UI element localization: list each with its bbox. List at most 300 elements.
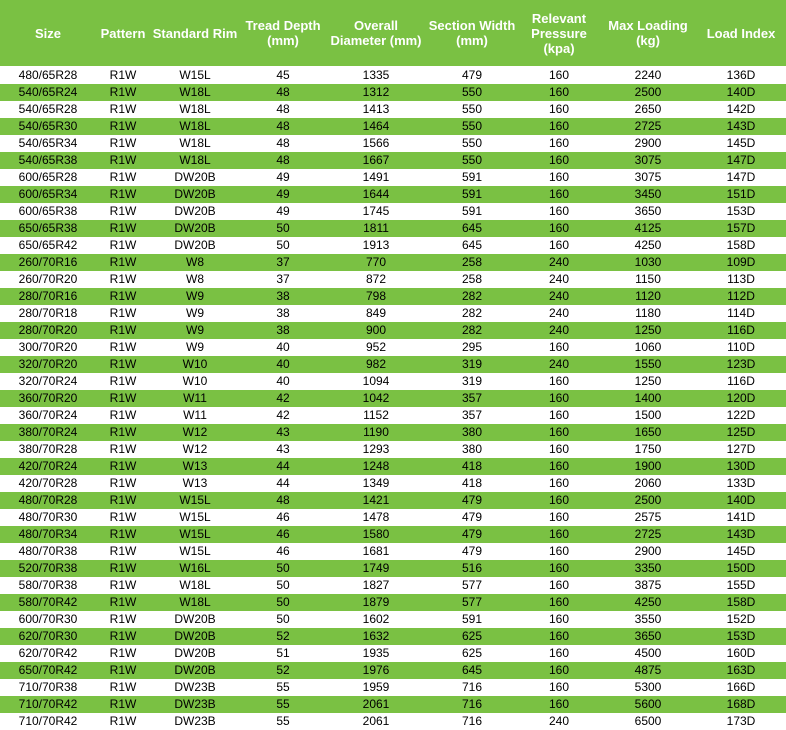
cell-overall-diameter: 1335 [326,67,426,85]
cell-overall-diameter: 1667 [326,152,426,169]
cell-size: 600/65R38 [0,203,96,220]
cell-pattern: R1W [96,237,150,254]
cell-relevant-pressure: 240 [518,271,600,288]
cell-load-index: 151D [696,186,786,203]
cell-overall-diameter: 1959 [326,679,426,696]
cell-size: 650/65R42 [0,237,96,254]
table-row [0,118,786,135]
cell-max-loading: 4125 [600,220,696,237]
cell-overall-diameter: 1749 [326,560,426,577]
cell-size: 710/70R38 [0,679,96,696]
cell-load-index: 127D [696,441,786,458]
cell-standard-rim: W9 [150,339,240,356]
table-row [0,203,786,220]
cell-max-loading: 4250 [600,237,696,254]
cell-load-index: 123D [696,356,786,373]
cell-pattern: R1W [96,492,150,509]
cell-size: 320/70R24 [0,373,96,390]
cell-size: 320/70R20 [0,356,96,373]
cell-max-loading: 1060 [600,339,696,356]
cell-standard-rim: W15L [150,543,240,560]
cell-relevant-pressure: 160 [518,475,600,492]
cell-relevant-pressure: 160 [518,152,600,169]
cell-section-width: 319 [426,356,518,373]
cell-relevant-pressure: 160 [518,169,600,186]
cell-pattern: R1W [96,628,150,645]
cell-size: 480/70R30 [0,509,96,526]
cell-max-loading: 2240 [600,67,696,85]
cell-pattern: R1W [96,594,150,611]
cell-standard-rim: DW20B [150,628,240,645]
cell-standard-rim: DW20B [150,220,240,237]
cell-max-loading: 4500 [600,645,696,662]
cell-section-width: 577 [426,577,518,594]
cell-tread-depth: 49 [240,203,326,220]
cell-standard-rim: W18L [150,577,240,594]
cell-size: 710/70R42 [0,713,96,730]
cell-tread-depth: 48 [240,84,326,101]
table-row [0,169,786,186]
cell-section-width: 625 [426,645,518,662]
cell-section-width: 591 [426,203,518,220]
cell-tread-depth: 48 [240,135,326,152]
cell-section-width: 357 [426,390,518,407]
cell-pattern: R1W [96,169,150,186]
cell-section-width: 645 [426,662,518,679]
cell-section-width: 550 [426,84,518,101]
cell-max-loading: 3075 [600,152,696,169]
header-relevant-pressure: Relevant Pressure (kpa) [518,0,600,67]
cell-load-index: 140D [696,492,786,509]
cell-size: 620/70R30 [0,628,96,645]
table-row [0,407,786,424]
cell-max-loading: 1650 [600,424,696,441]
cell-section-width: 258 [426,254,518,271]
cell-tread-depth: 46 [240,526,326,543]
cell-section-width: 591 [426,611,518,628]
cell-tread-depth: 48 [240,152,326,169]
cell-pattern: R1W [96,713,150,730]
cell-tread-depth: 44 [240,475,326,492]
cell-load-index: 166D [696,679,786,696]
header-row [0,0,786,67]
cell-relevant-pressure: 160 [518,458,600,475]
cell-standard-rim: W18L [150,152,240,169]
table-row [0,441,786,458]
cell-size: 600/65R28 [0,169,96,186]
cell-tread-depth: 50 [240,594,326,611]
table-row [0,526,786,543]
cell-load-index: 112D [696,288,786,305]
table-row [0,611,786,628]
cell-standard-rim: DW20B [150,645,240,662]
cell-load-index: 160D [696,645,786,662]
cell-load-index: 147D [696,152,786,169]
header-pattern: Pattern [96,0,150,67]
cell-pattern: R1W [96,271,150,288]
table-row [0,594,786,611]
cell-standard-rim: W11 [150,390,240,407]
cell-overall-diameter: 1811 [326,220,426,237]
cell-overall-diameter: 1421 [326,492,426,509]
cell-relevant-pressure: 160 [518,220,600,237]
cell-load-index: 145D [696,135,786,152]
cell-tread-depth: 38 [240,305,326,322]
cell-tread-depth: 38 [240,288,326,305]
cell-section-width: 418 [426,475,518,492]
cell-load-index: 110D [696,339,786,356]
cell-tread-depth: 42 [240,390,326,407]
cell-load-index: 168D [696,696,786,713]
cell-relevant-pressure: 160 [518,118,600,135]
cell-section-width: 716 [426,679,518,696]
cell-overall-diameter: 1042 [326,390,426,407]
cell-section-width: 319 [426,373,518,390]
table-row [0,305,786,322]
cell-overall-diameter: 798 [326,288,426,305]
cell-size: 480/70R34 [0,526,96,543]
cell-max-loading: 1250 [600,373,696,390]
cell-load-index: 125D [696,424,786,441]
cell-size: 300/70R20 [0,339,96,356]
cell-pattern: R1W [96,288,150,305]
cell-section-width: 550 [426,118,518,135]
table-body [0,67,786,730]
cell-max-loading: 2900 [600,543,696,560]
cell-relevant-pressure: 160 [518,679,600,696]
table-row [0,152,786,169]
cell-max-loading: 3550 [600,611,696,628]
cell-overall-diameter: 1094 [326,373,426,390]
table-row [0,220,786,237]
cell-pattern: R1W [96,509,150,526]
cell-tread-depth: 49 [240,169,326,186]
cell-size: 360/70R24 [0,407,96,424]
cell-pattern: R1W [96,322,150,339]
cell-pattern: R1W [96,390,150,407]
cell-tread-depth: 51 [240,645,326,662]
cell-size: 520/70R38 [0,560,96,577]
table-row [0,543,786,560]
cell-pattern: R1W [96,101,150,118]
cell-tread-depth: 37 [240,254,326,271]
cell-pattern: R1W [96,186,150,203]
cell-tread-depth: 48 [240,118,326,135]
cell-relevant-pressure: 160 [518,237,600,254]
cell-max-loading: 1120 [600,288,696,305]
cell-overall-diameter: 1644 [326,186,426,203]
cell-size: 380/70R24 [0,424,96,441]
cell-load-index: 145D [696,543,786,560]
cell-overall-diameter: 1580 [326,526,426,543]
cell-load-index: 157D [696,220,786,237]
cell-max-loading: 3350 [600,560,696,577]
cell-section-width: 479 [426,509,518,526]
header-section-width: Section Width (mm) [426,0,518,67]
cell-max-loading: 1030 [600,254,696,271]
cell-size: 380/70R28 [0,441,96,458]
cell-relevant-pressure: 240 [518,356,600,373]
cell-standard-rim: W11 [150,407,240,424]
cell-relevant-pressure: 240 [518,322,600,339]
table-row [0,458,786,475]
cell-standard-rim: W13 [150,475,240,492]
cell-relevant-pressure: 160 [518,135,600,152]
cell-max-loading: 2500 [600,492,696,509]
cell-overall-diameter: 872 [326,271,426,288]
cell-pattern: R1W [96,203,150,220]
cell-relevant-pressure: 160 [518,509,600,526]
cell-pattern: R1W [96,696,150,713]
cell-relevant-pressure: 160 [518,407,600,424]
table-row [0,390,786,407]
cell-standard-rim: W12 [150,441,240,458]
table-row [0,84,786,101]
cell-section-width: 625 [426,628,518,645]
cell-overall-diameter: 982 [326,356,426,373]
cell-section-width: 479 [426,492,518,509]
cell-overall-diameter: 1879 [326,594,426,611]
cell-relevant-pressure: 160 [518,645,600,662]
table-row [0,628,786,645]
table-row [0,645,786,662]
cell-tread-depth: 50 [240,220,326,237]
cell-max-loading: 1400 [600,390,696,407]
cell-relevant-pressure: 160 [518,560,600,577]
cell-size: 540/65R24 [0,84,96,101]
cell-load-index: 130D [696,458,786,475]
cell-section-width: 380 [426,441,518,458]
cell-standard-rim: W15L [150,67,240,85]
cell-pattern: R1W [96,645,150,662]
cell-size: 580/70R38 [0,577,96,594]
header-overall-diameter: Overall Diameter (mm) [326,0,426,67]
cell-overall-diameter: 1681 [326,543,426,560]
cell-size: 480/70R38 [0,543,96,560]
cell-standard-rim: DW20B [150,237,240,254]
table-row [0,237,786,254]
table-row [0,560,786,577]
cell-load-index: 163D [696,662,786,679]
cell-section-width: 577 [426,594,518,611]
cell-standard-rim: DW20B [150,169,240,186]
cell-load-index: 173D [696,713,786,730]
cell-standard-rim: W9 [150,288,240,305]
cell-section-width: 550 [426,101,518,118]
cell-overall-diameter: 770 [326,254,426,271]
header-load-index: Load Index [696,0,786,67]
cell-standard-rim: DW20B [150,186,240,203]
cell-max-loading: 2900 [600,135,696,152]
cell-overall-diameter: 849 [326,305,426,322]
table-row [0,339,786,356]
table-row [0,492,786,509]
table-row [0,356,786,373]
cell-standard-rim: W8 [150,271,240,288]
cell-tread-depth: 50 [240,611,326,628]
cell-section-width: 645 [426,237,518,254]
cell-tread-depth: 37 [240,271,326,288]
cell-section-width: 380 [426,424,518,441]
table-row [0,713,786,730]
cell-overall-diameter: 952 [326,339,426,356]
cell-load-index: 116D [696,322,786,339]
table-row [0,424,786,441]
cell-standard-rim: W8 [150,254,240,271]
cell-section-width: 716 [426,713,518,730]
cell-section-width: 591 [426,186,518,203]
cell-pattern: R1W [96,67,150,85]
cell-tread-depth: 50 [240,560,326,577]
cell-tread-depth: 40 [240,373,326,390]
cell-section-width: 282 [426,305,518,322]
cell-section-width: 357 [426,407,518,424]
cell-tread-depth: 50 [240,577,326,594]
cell-size: 480/70R28 [0,492,96,509]
cell-relevant-pressure: 240 [518,288,600,305]
cell-size: 280/70R18 [0,305,96,322]
cell-standard-rim: DW20B [150,662,240,679]
table-row [0,67,786,85]
cell-standard-rim: W13 [150,458,240,475]
cell-pattern: R1W [96,662,150,679]
cell-size: 600/70R30 [0,611,96,628]
cell-relevant-pressure: 160 [518,373,600,390]
cell-standard-rim: W12 [150,424,240,441]
cell-tread-depth: 45 [240,67,326,85]
cell-pattern: R1W [96,220,150,237]
cell-standard-rim: W10 [150,373,240,390]
table-row [0,186,786,203]
table-row [0,101,786,118]
cell-overall-diameter: 1152 [326,407,426,424]
cell-max-loading: 2500 [600,84,696,101]
cell-max-loading: 1550 [600,356,696,373]
cell-tread-depth: 44 [240,458,326,475]
cell-relevant-pressure: 160 [518,390,600,407]
cell-standard-rim: DW20B [150,203,240,220]
cell-load-index: 114D [696,305,786,322]
cell-tread-depth: 43 [240,441,326,458]
cell-overall-diameter: 1491 [326,169,426,186]
cell-pattern: R1W [96,441,150,458]
cell-section-width: 645 [426,220,518,237]
cell-section-width: 479 [426,526,518,543]
cell-overall-diameter: 1349 [326,475,426,492]
cell-size: 620/70R42 [0,645,96,662]
cell-standard-rim: W15L [150,526,240,543]
cell-overall-diameter: 1478 [326,509,426,526]
cell-pattern: R1W [96,526,150,543]
cell-tread-depth: 48 [240,101,326,118]
cell-load-index: 147D [696,169,786,186]
cell-max-loading: 2650 [600,101,696,118]
cell-tread-depth: 48 [240,492,326,509]
table-row [0,509,786,526]
cell-size: 540/65R38 [0,152,96,169]
cell-relevant-pressure: 160 [518,441,600,458]
cell-pattern: R1W [96,679,150,696]
cell-load-index: 109D [696,254,786,271]
cell-tread-depth: 52 [240,662,326,679]
cell-load-index: 116D [696,373,786,390]
cell-max-loading: 2725 [600,526,696,543]
cell-pattern: R1W [96,577,150,594]
cell-pattern: R1W [96,373,150,390]
cell-pattern: R1W [96,254,150,271]
cell-pattern: R1W [96,424,150,441]
cell-overall-diameter: 1312 [326,84,426,101]
cell-max-loading: 1500 [600,407,696,424]
cell-size: 540/65R34 [0,135,96,152]
cell-relevant-pressure: 240 [518,305,600,322]
cell-relevant-pressure: 160 [518,67,600,85]
cell-overall-diameter: 1602 [326,611,426,628]
cell-relevant-pressure: 160 [518,577,600,594]
cell-max-loading: 6500 [600,713,696,730]
cell-standard-rim: W18L [150,135,240,152]
cell-relevant-pressure: 160 [518,203,600,220]
cell-tread-depth: 43 [240,424,326,441]
table-row [0,271,786,288]
cell-max-loading: 1150 [600,271,696,288]
cell-relevant-pressure: 160 [518,526,600,543]
cell-pattern: R1W [96,84,150,101]
cell-size: 280/70R16 [0,288,96,305]
cell-standard-rim: W10 [150,356,240,373]
cell-max-loading: 2725 [600,118,696,135]
cell-load-index: 153D [696,628,786,645]
cell-relevant-pressure: 240 [518,254,600,271]
cell-tread-depth: 40 [240,356,326,373]
cell-load-index: 120D [696,390,786,407]
cell-overall-diameter: 2061 [326,696,426,713]
cell-overall-diameter: 1413 [326,101,426,118]
cell-standard-rim: W18L [150,118,240,135]
cell-overall-diameter: 1248 [326,458,426,475]
cell-relevant-pressure: 160 [518,543,600,560]
cell-relevant-pressure: 160 [518,339,600,356]
cell-relevant-pressure: 160 [518,424,600,441]
cell-size: 710/70R42 [0,696,96,713]
cell-load-index: 150D [696,560,786,577]
cell-section-width: 479 [426,67,518,85]
cell-tread-depth: 46 [240,543,326,560]
cell-size: 260/70R16 [0,254,96,271]
cell-standard-rim: W15L [150,509,240,526]
cell-pattern: R1W [96,543,150,560]
cell-pattern: R1W [96,356,150,373]
table-row [0,254,786,271]
cell-relevant-pressure: 160 [518,84,600,101]
cell-standard-rim: DW23B [150,713,240,730]
cell-section-width: 591 [426,169,518,186]
cell-max-loading: 2575 [600,509,696,526]
cell-size: 650/65R38 [0,220,96,237]
cell-load-index: 136D [696,67,786,85]
cell-section-width: 716 [426,696,518,713]
table-row [0,475,786,492]
cell-standard-rim: W16L [150,560,240,577]
cell-tread-depth: 40 [240,339,326,356]
cell-overall-diameter: 1913 [326,237,426,254]
cell-standard-rim: W18L [150,101,240,118]
cell-max-loading: 2060 [600,475,696,492]
cell-size: 360/70R20 [0,390,96,407]
cell-tread-depth: 52 [240,628,326,645]
cell-pattern: R1W [96,458,150,475]
cell-overall-diameter: 2061 [326,713,426,730]
